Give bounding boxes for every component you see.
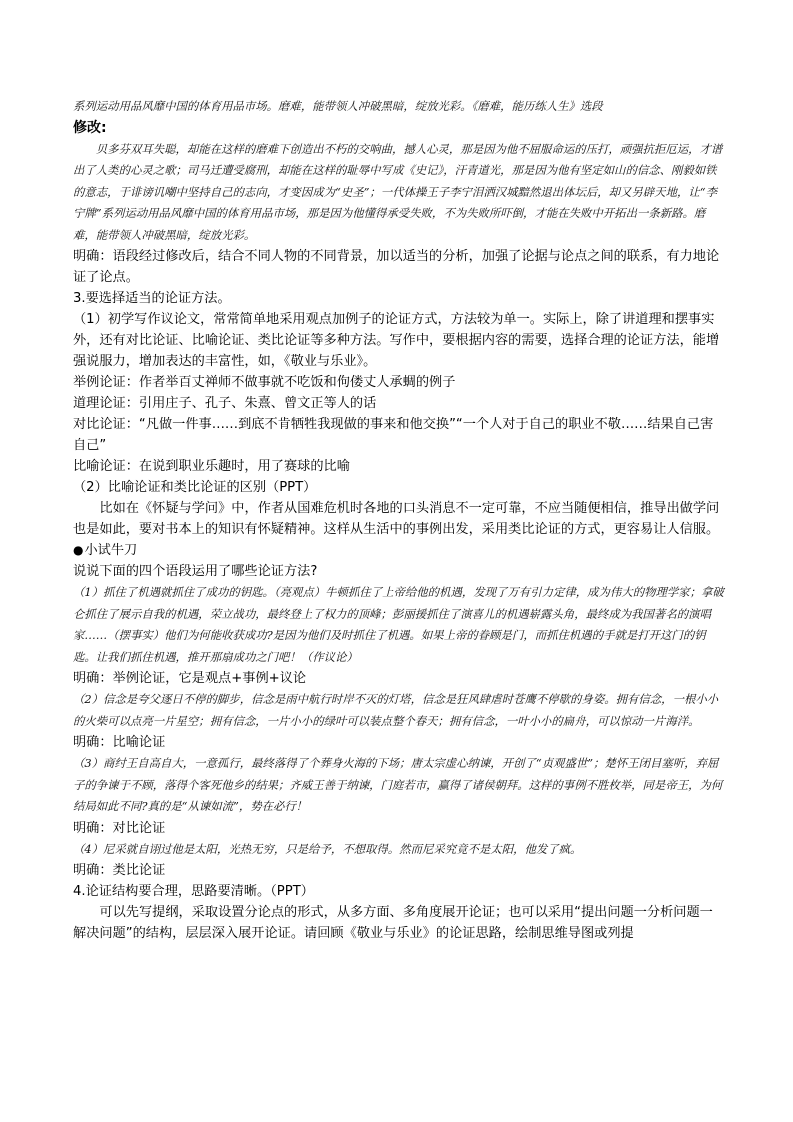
example-line-举例论证: 举例论证：作者举百丈禅师不做事就不吃饭和佝偻丈人承蜩的例子 — [73, 375, 456, 390]
revision-paragraph: 贝多芬双耳失聪，却能在这样的磨难下创造出不朽的交响曲，撼人心灵，那是因为他不屈服命运的压打，顽强抗拒厄运，才谱出了人类的心灵之歌；司马迁遭受腐刑，却能在这样的耻辱中写成《史记》，汗青道光，那是因为他有坚定如山的信念、刚毅如铁的意志，于诽谤讥嘲中坚持自己的志向，才变因成为“史圣”；一代体操王子李宁泪洒汉城黯然退出体坛后，却又另辟天地，让“李宁牌”系列运动用品风靡中国的体育用品市场，那是因为他懂得承受失败，不为失败所吓倒，才能在失败中开拓出一条新路。磨难，能带领人冲破黑暗，绽放光彩。 — [73, 141, 723, 242]
section-4-paragraph: 可以先写提纲，采取设置分论点的形式，从多方面、多角度展开论证；也可以采用“提出问题一分析问题一解决问题”的结构，层层深入展开论证。请回顾《敬业与乐业》的论证思路，绘制思维导图或列提 — [73, 905, 713, 941]
practice-heading — [73, 540, 725, 561]
exercise-4-text: （4）尼采就自诩过他是太阳，光热无穷，只是给予，不想取得。然而尼采究竟不是太阳，他发了疯。 — [73, 841, 582, 856]
exercise-1-text: （1）抓住了机遇就抓住了成功的钥匙。（亮观点）牛顿抓住了上帝给他的机遇，发现了万有引力定律，成为伟大的物理学家；拿破仑抓住了展示自我的机遇，荣立战功，最终登上了权力的顶峰；彭丽援抓住了演喜儿的机遇崭露头角，最终成为我国著名的演唱家……（摆事实）他们为何能收获成功?是因为他们及时抓住了机遇。如果上帝的眷顾是门，而抓住机遇的手就是打开这门的钥匙。让我们抓住机遇，推开那扇成功之门吧！（作议论） — [73, 585, 724, 664]
exercise-3-text: （3）商纣王自高自大，一意孤行，最终落得了个葬身火海的下场；唐太宗虚心纳谏，开创了“贞观盛世”；楚怀王闭目塞听，弃屈子的争谏于不顾，落得个客死他乡的结果；齐威王善于纳谏，门庭若市，赢得了诸侯朝拜。这样的事例不胜枚举，同是帝王，为何结局如此不同?真的是“从谏如流”，势在必行！ — [73, 756, 723, 813]
section-3-para1: （1）初学写作议论文，常常简单地采用观点加例子的论证方式，方法较为单一。实际上，除了讲道理和摆事实外，还有对比论证、比喻论证、类比论证等多种方法。写作中，要根据内容的需要，选择合理的论证方法，能增强说服力，增加表达的丰富性，如，《敬业与乐业》。 — [73, 312, 720, 369]
example-line-对比论证: 对比论证：“凡做一件事……到底不肯牺牲我现做的事来和他交换”“一个人对于自己的职业不敬……结果自己害自己” — [73, 417, 714, 453]
intro-line: 系列运动用品风靡中国的体育用品市场。磨难，能带领人冲破黑暗，绽放光彩。《磨难，能历练人生》选段 — [73, 99, 603, 113]
exercise-2-text: （2）信念是夸父逐日不停的脚步，信念是雨中航行时岸不灭的灯塔，信念是狂风肆虐时苍鹰不停歇的身姿。拥有信念，一根小小的火柴可以点亮一片星空；拥有信念，一片小小的绿叶可以装点整个春天；拥有信念，一叶小小的扁舟，可以惊动一片海洋。 — [73, 692, 719, 728]
clarify-paragraph: 明确：语段经过修改后，结合不同人物的不同背景，加以适当的分析，加强了论据与论点之间的联系，有力地论证了论点。 — [73, 249, 720, 285]
exercise-2-answer: 明确：比喻论证 — [73, 735, 166, 750]
example-line-道理论证: 道理论证：引用庄子、孔子、朱熹、曾文正等人的话 — [73, 396, 377, 411]
section-3-title: 3.要选择适当的论证方法。 — [73, 291, 231, 306]
exercise-1-answer: 明确：举例论证，它是观点+事例+议论 — [73, 671, 307, 686]
exercise-3-answer: 明确：对比论证 — [73, 820, 166, 836]
bullet-dot-icon: ● — [73, 543, 84, 557]
section-4-title: 4.论证结构要合理，思路要清晰。（PPT） — [73, 884, 314, 899]
section-3-para2: 比如在《怀疑与学问》中，作者从国难危机时各地的口头消息不一定可靠，不应当随便相信，推导出做学问也是如此，要对书本上的知识有怀疑精神。这样从生活中的事例出发，采用类比论证的方式，更容易让人信服。 — [73, 501, 720, 537]
example-line-比喻论证: 比喻论证：在说到职业乐趣时，用了赛球的比喻 — [73, 459, 350, 474]
document-page — [73, 96, 725, 944]
question-line: 说说下面的四个语段运用了哪些论证方法? — [73, 564, 318, 579]
revision-heading: 修改: — [73, 119, 107, 136]
exercise-4-answer: 明确：类比论证 — [73, 863, 166, 878]
section-3-para2-title: （2）比喻论证和类比论证的区别（PPT） — [73, 480, 317, 495]
practice-title: 小试牛刀 — [84, 543, 138, 558]
